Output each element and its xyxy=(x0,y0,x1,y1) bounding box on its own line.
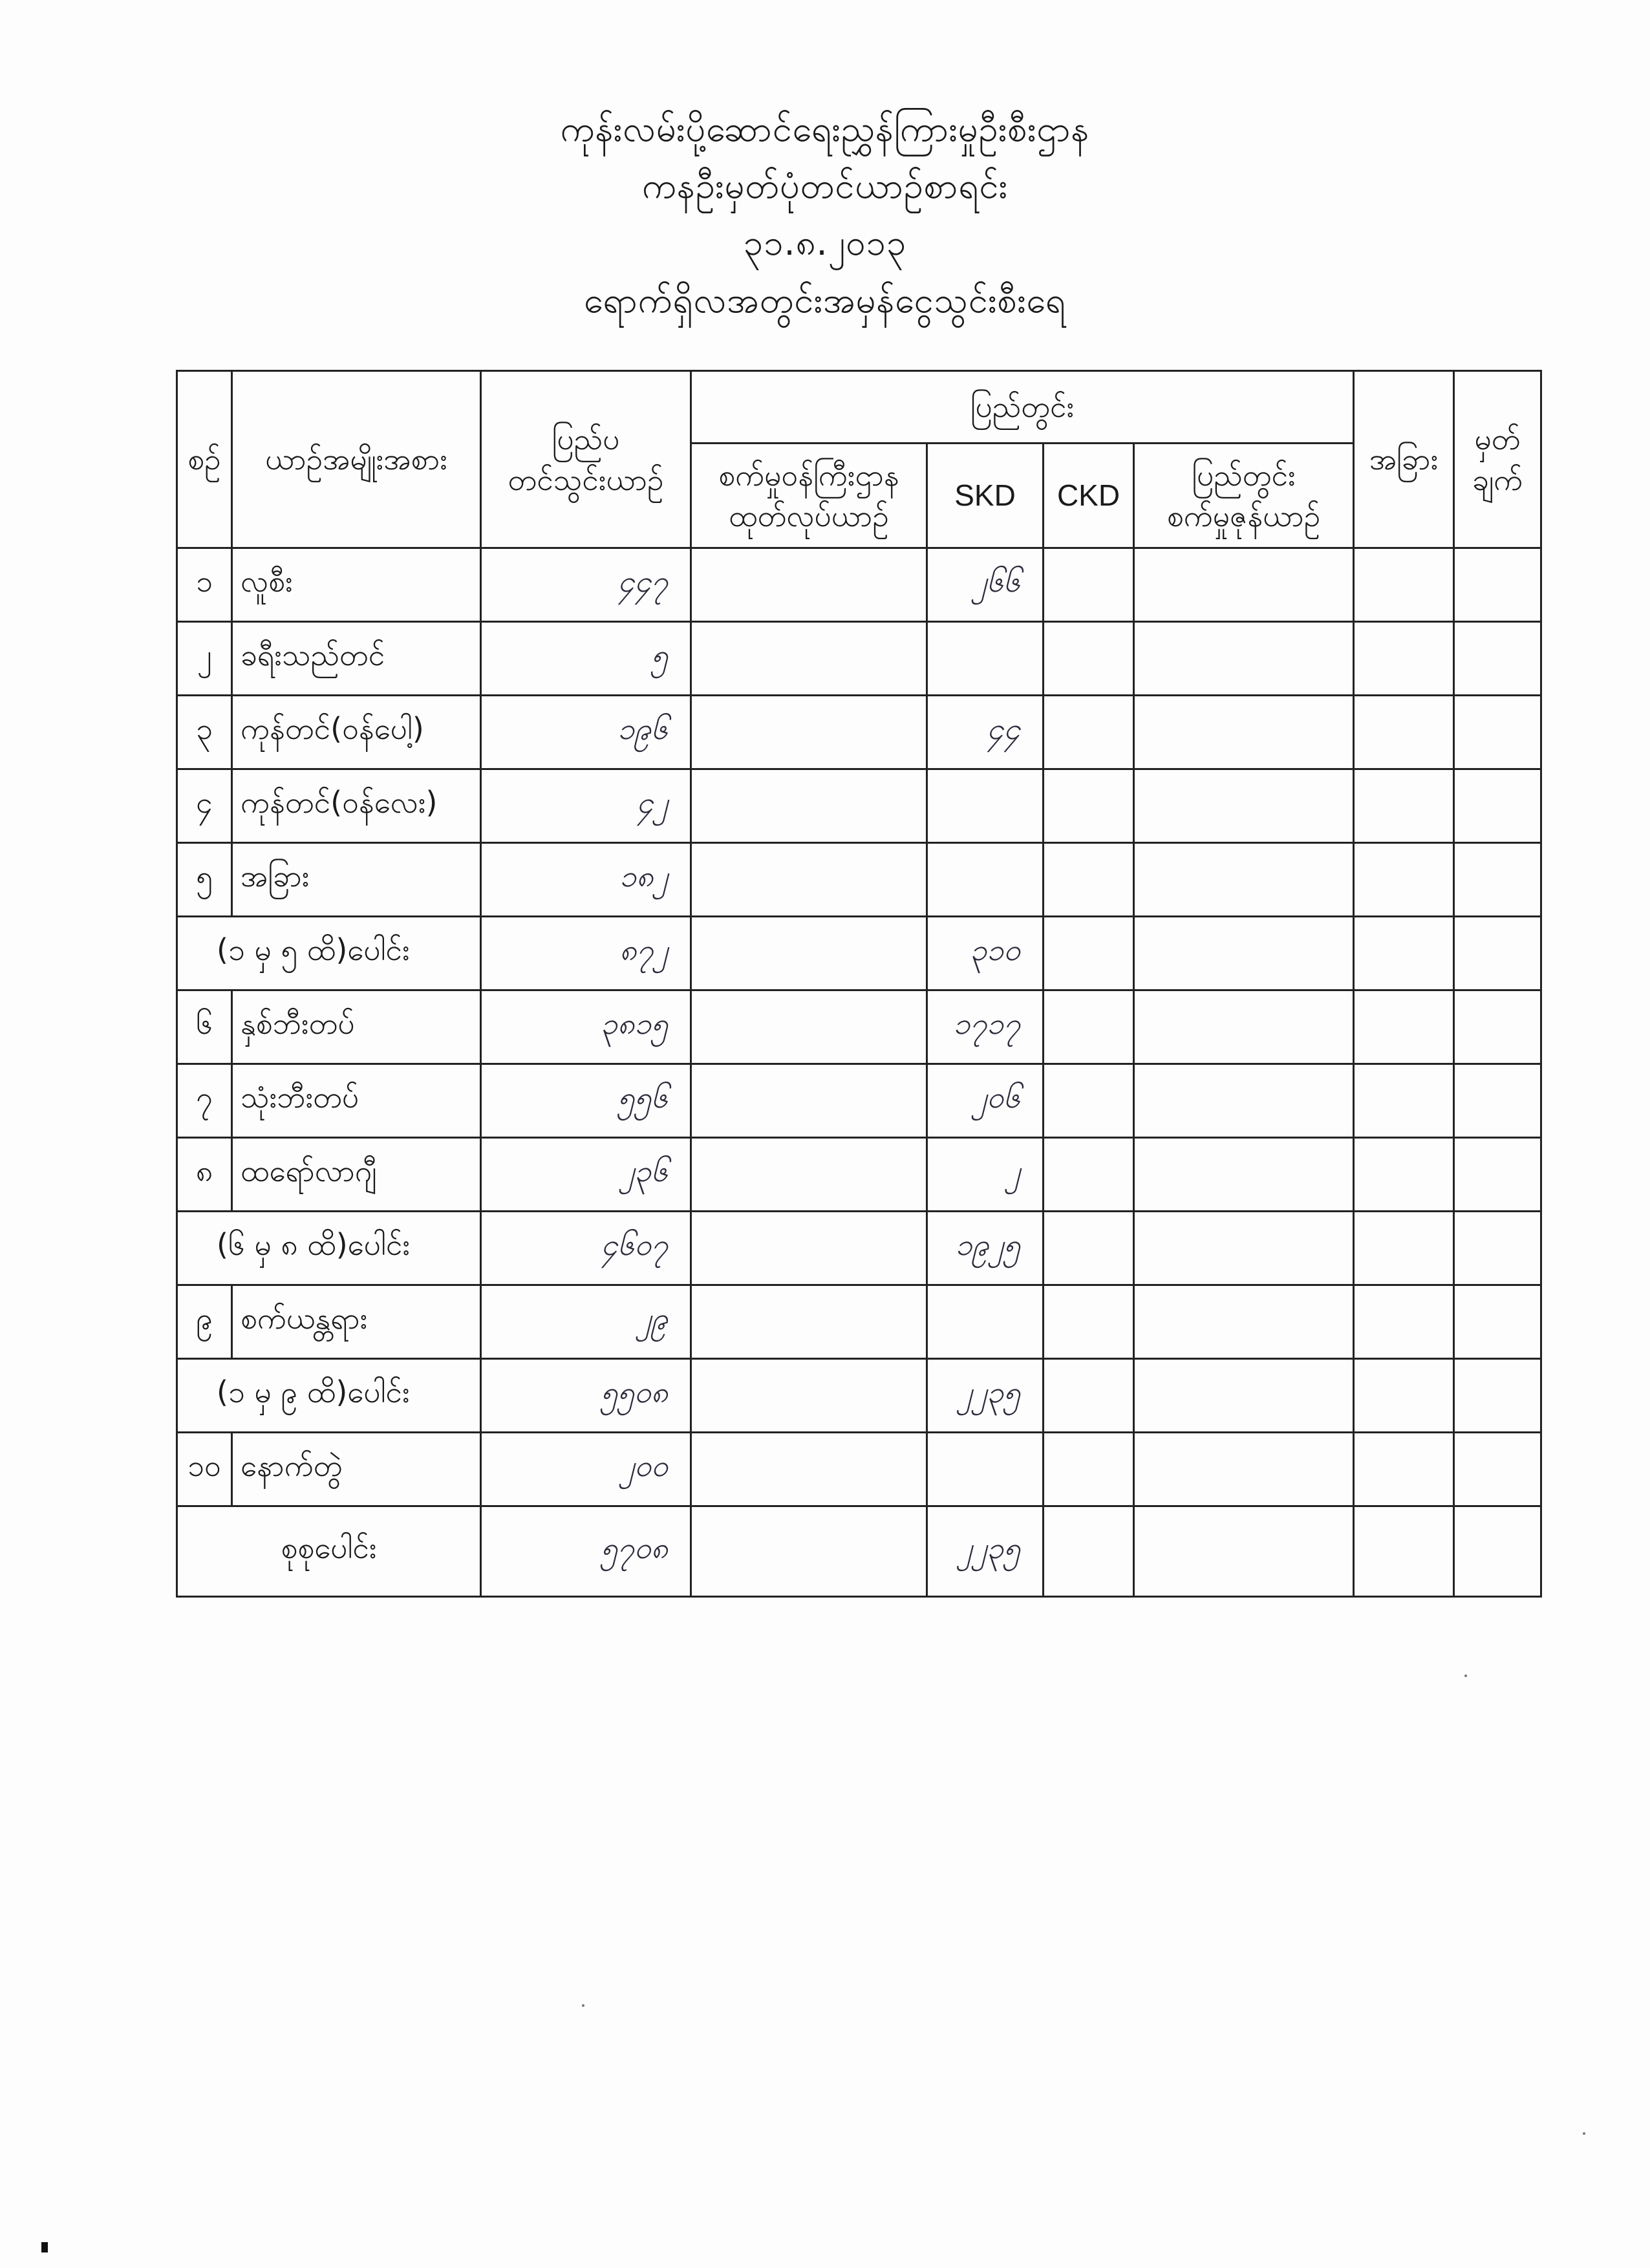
imported-cell: ၁၉၆ xyxy=(481,696,691,769)
table-row xyxy=(177,1359,1541,1433)
total-local-cell xyxy=(1134,1506,1354,1597)
local-cell xyxy=(1134,1285,1354,1359)
scan-speck xyxy=(1583,2132,1585,2135)
skd-cell xyxy=(927,1285,1044,1359)
remarks-cell xyxy=(1454,1359,1541,1433)
ckd-cell xyxy=(1044,548,1134,622)
header-imported-line1: ပြည်ပ xyxy=(552,422,620,457)
imported-cell: ၂၉ xyxy=(481,1285,691,1359)
header-other: အခြား xyxy=(1354,371,1454,548)
row-number: ၂ xyxy=(177,622,232,696)
ckd-cell xyxy=(1044,1285,1134,1359)
skd-cell xyxy=(927,769,1044,843)
other-cell xyxy=(1354,917,1454,990)
factory-cell xyxy=(691,917,927,990)
local-cell xyxy=(1134,696,1354,769)
total-ckd-cell xyxy=(1044,1506,1134,1597)
row-number: ၉ xyxy=(177,1285,232,1359)
ckd-cell xyxy=(1044,1138,1134,1212)
header-local xyxy=(1134,444,1354,548)
factory-cell xyxy=(691,843,927,917)
remarks-cell xyxy=(1454,1212,1541,1285)
ckd-cell xyxy=(1044,769,1134,843)
document-header xyxy=(0,107,1650,335)
imported-cell: ၅ xyxy=(481,622,691,696)
remarks-cell xyxy=(1454,1433,1541,1506)
other-cell xyxy=(1354,1212,1454,1285)
total-skd-cell: ၂၂၃၅ xyxy=(927,1506,1044,1597)
other-cell xyxy=(1354,843,1454,917)
remarks-cell xyxy=(1454,769,1541,843)
remarks-cell xyxy=(1454,622,1541,696)
other-cell xyxy=(1354,1359,1454,1433)
total-label: စုစုပေါင်း xyxy=(177,1506,481,1597)
table-row xyxy=(177,990,1541,1064)
imported-cell: ၅၅၀၈ xyxy=(481,1359,691,1433)
vehicle-type: လူစီး xyxy=(232,548,481,622)
remarks-cell xyxy=(1454,1064,1541,1138)
document-subtitle: ရောက်ရှိလအတွင်းအမှန်ငွေသွင်းစီးရေ xyxy=(584,279,1066,321)
imported-cell: ၄၂ xyxy=(481,769,691,843)
table-row xyxy=(177,696,1541,769)
skd-cell: ၂၀၆ xyxy=(927,1064,1044,1138)
header-skd: SKD xyxy=(927,444,1044,548)
total-other-cell xyxy=(1354,1506,1454,1597)
subtotal-label: (၆ မှ ၈ ထိ)ပေါင်း xyxy=(177,1212,481,1285)
remarks-cell xyxy=(1454,843,1541,917)
local-cell xyxy=(1134,1064,1354,1138)
local-cell xyxy=(1134,548,1354,622)
imported-cell: ၂၃၆ xyxy=(481,1138,691,1212)
subtotal-label: (၁ မှ ၉ ထိ)ပေါင်း xyxy=(177,1359,481,1433)
header-no: စဉ် xyxy=(177,371,232,548)
factory-cell xyxy=(691,696,927,769)
row-number: ၁ xyxy=(177,548,232,622)
other-cell xyxy=(1354,548,1454,622)
remarks-cell xyxy=(1454,990,1541,1064)
skd-cell xyxy=(927,1433,1044,1506)
scan-speck xyxy=(582,2004,584,2007)
vehicle-type: ကုန်တင်(ဝန်လေး) xyxy=(232,769,481,843)
vehicle-type: ခရီးသည်တင် xyxy=(232,622,481,696)
other-cell xyxy=(1354,1064,1454,1138)
total-factory-cell xyxy=(691,1506,927,1597)
factory-cell xyxy=(691,1138,927,1212)
factory-cell xyxy=(691,990,927,1064)
imported-cell: ၅၅၆ xyxy=(481,1064,691,1138)
document-title: ကနဦးမှတ်ပုံတင်ယာဉ်စာရင်း xyxy=(641,166,1009,207)
imported-cell: ၈၇၂ xyxy=(481,917,691,990)
skd-cell: ၂ xyxy=(927,1138,1044,1212)
department-title: ကုန်းလမ်းပို့ဆောင်ရေးညွှန်ကြားမှုဦးစီးဌာန xyxy=(560,109,1090,149)
local-cell xyxy=(1134,843,1354,917)
header-factory-line1: စက်မှုဝန်ကြီးဌာန xyxy=(718,458,899,493)
header-vehicle-type: ယာဉ်အမျိုးအစား xyxy=(232,371,481,548)
other-cell xyxy=(1354,622,1454,696)
row-number: ၆ xyxy=(177,990,232,1064)
local-cell xyxy=(1134,1359,1354,1433)
skd-cell: ၁၇၁၇ xyxy=(927,990,1044,1064)
row-number: ၁၀ xyxy=(177,1433,232,1506)
ckd-cell xyxy=(1044,843,1134,917)
other-cell xyxy=(1354,769,1454,843)
remarks-cell xyxy=(1454,917,1541,990)
header-domestic: ပြည်တွင်း xyxy=(691,371,1354,444)
subtotal-label: (၁ မှ ၅ ထိ)ပေါင်း xyxy=(177,917,481,990)
remarks-cell xyxy=(1454,1138,1541,1212)
table-row xyxy=(177,548,1541,622)
other-cell xyxy=(1354,1138,1454,1212)
ckd-cell xyxy=(1044,622,1134,696)
skd-cell: ၂၂၃၅ xyxy=(927,1359,1044,1433)
header-local-line2: စက်မှုဇုန်ယာဉ် xyxy=(1166,498,1321,533)
local-cell xyxy=(1134,1212,1354,1285)
row-number: ၅ xyxy=(177,843,232,917)
factory-cell xyxy=(691,622,927,696)
imported-cell: ၂၀၀ xyxy=(481,1433,691,1506)
total-row xyxy=(177,1506,1541,1597)
remarks-cell xyxy=(1454,1285,1541,1359)
other-cell xyxy=(1354,1433,1454,1506)
vehicle-type: စက်ယန္တရား xyxy=(232,1285,481,1359)
factory-cell xyxy=(691,1433,927,1506)
row-number: ၇ xyxy=(177,1064,232,1138)
remarks-cell xyxy=(1454,696,1541,769)
skd-cell: ၃၁၀ xyxy=(927,917,1044,990)
remarks-cell xyxy=(1454,548,1541,622)
skd-cell: ၁၉၂၅ xyxy=(927,1212,1044,1285)
vehicle-type: နောက်တွဲ xyxy=(232,1433,481,1506)
local-cell xyxy=(1134,1433,1354,1506)
factory-cell xyxy=(691,1285,927,1359)
other-cell xyxy=(1354,1285,1454,1359)
local-cell xyxy=(1134,769,1354,843)
vehicle-type: နှစ်ဘီးတပ် xyxy=(232,990,481,1064)
factory-cell xyxy=(691,1212,927,1285)
imported-cell: ၃၈၁၅ xyxy=(481,990,691,1064)
table-row xyxy=(177,1138,1541,1212)
imported-cell: ၁၈၂ xyxy=(481,843,691,917)
ckd-cell xyxy=(1044,1064,1134,1138)
local-cell xyxy=(1134,1138,1354,1212)
header-remarks-line2: ချက် xyxy=(1472,462,1523,497)
skd-cell xyxy=(927,622,1044,696)
vehicle-type: အခြား xyxy=(232,843,481,917)
document-date: ၃၁.၈.၂၀၁၃ xyxy=(743,222,907,264)
ckd-cell xyxy=(1044,1212,1134,1285)
skd-cell: ၂၆၆ xyxy=(927,548,1044,622)
header-factory xyxy=(691,444,927,548)
header-remarks xyxy=(1454,371,1541,548)
factory-cell xyxy=(691,1064,927,1138)
total-imported-cell: ၅၇၀၈ xyxy=(481,1506,691,1597)
other-cell xyxy=(1354,696,1454,769)
ckd-cell xyxy=(1044,696,1134,769)
ckd-cell xyxy=(1044,1433,1134,1506)
row-number: ၃ xyxy=(177,696,232,769)
local-cell xyxy=(1134,917,1354,990)
vehicle-registration-table xyxy=(176,370,1542,1598)
ckd-cell xyxy=(1044,917,1134,990)
table-row xyxy=(177,1433,1541,1506)
table-row xyxy=(177,1064,1541,1138)
total-remarks-cell xyxy=(1454,1506,1541,1597)
imported-cell: ၄၄၇ xyxy=(481,548,691,622)
header-imported xyxy=(481,371,691,548)
factory-cell xyxy=(691,548,927,622)
table-row xyxy=(177,769,1541,843)
table-row xyxy=(177,1285,1541,1359)
ckd-cell xyxy=(1044,990,1134,1064)
scan-speck xyxy=(1464,1674,1467,1677)
header-remarks-line1: မှတ် xyxy=(1474,422,1521,457)
factory-cell xyxy=(691,1359,927,1433)
table-row xyxy=(177,843,1541,917)
vehicle-type: သုံးဘီးတပ် xyxy=(232,1064,481,1138)
imported-cell: ၄၆၀၇ xyxy=(481,1212,691,1285)
local-cell xyxy=(1134,990,1354,1064)
row-number: ၄ xyxy=(177,769,232,843)
header-ckd: CKD xyxy=(1044,444,1134,548)
table-row xyxy=(177,1212,1541,1285)
header-row xyxy=(177,371,1541,444)
other-cell xyxy=(1354,990,1454,1064)
local-cell xyxy=(1134,622,1354,696)
header-factory-line2: ထုတ်လုပ်ယာဉ် xyxy=(729,498,889,533)
vehicle-type: ထရော်လာဂျီ xyxy=(232,1138,481,1212)
skd-cell: ၄၄ xyxy=(927,696,1044,769)
table-row xyxy=(177,917,1541,990)
header-local-line1: ပြည်တွင်း xyxy=(1192,458,1296,493)
scan-mark xyxy=(41,2242,48,2252)
vehicle-type: ကုန်တင်(ဝန်ပေါ့) xyxy=(232,696,481,769)
factory-cell xyxy=(691,769,927,843)
row-number: ၈ xyxy=(177,1138,232,1212)
skd-cell xyxy=(927,843,1044,917)
table-row xyxy=(177,622,1541,696)
header-imported-line2: တင်သွင်းယာဉ် xyxy=(508,462,664,497)
ckd-cell xyxy=(1044,1359,1134,1433)
